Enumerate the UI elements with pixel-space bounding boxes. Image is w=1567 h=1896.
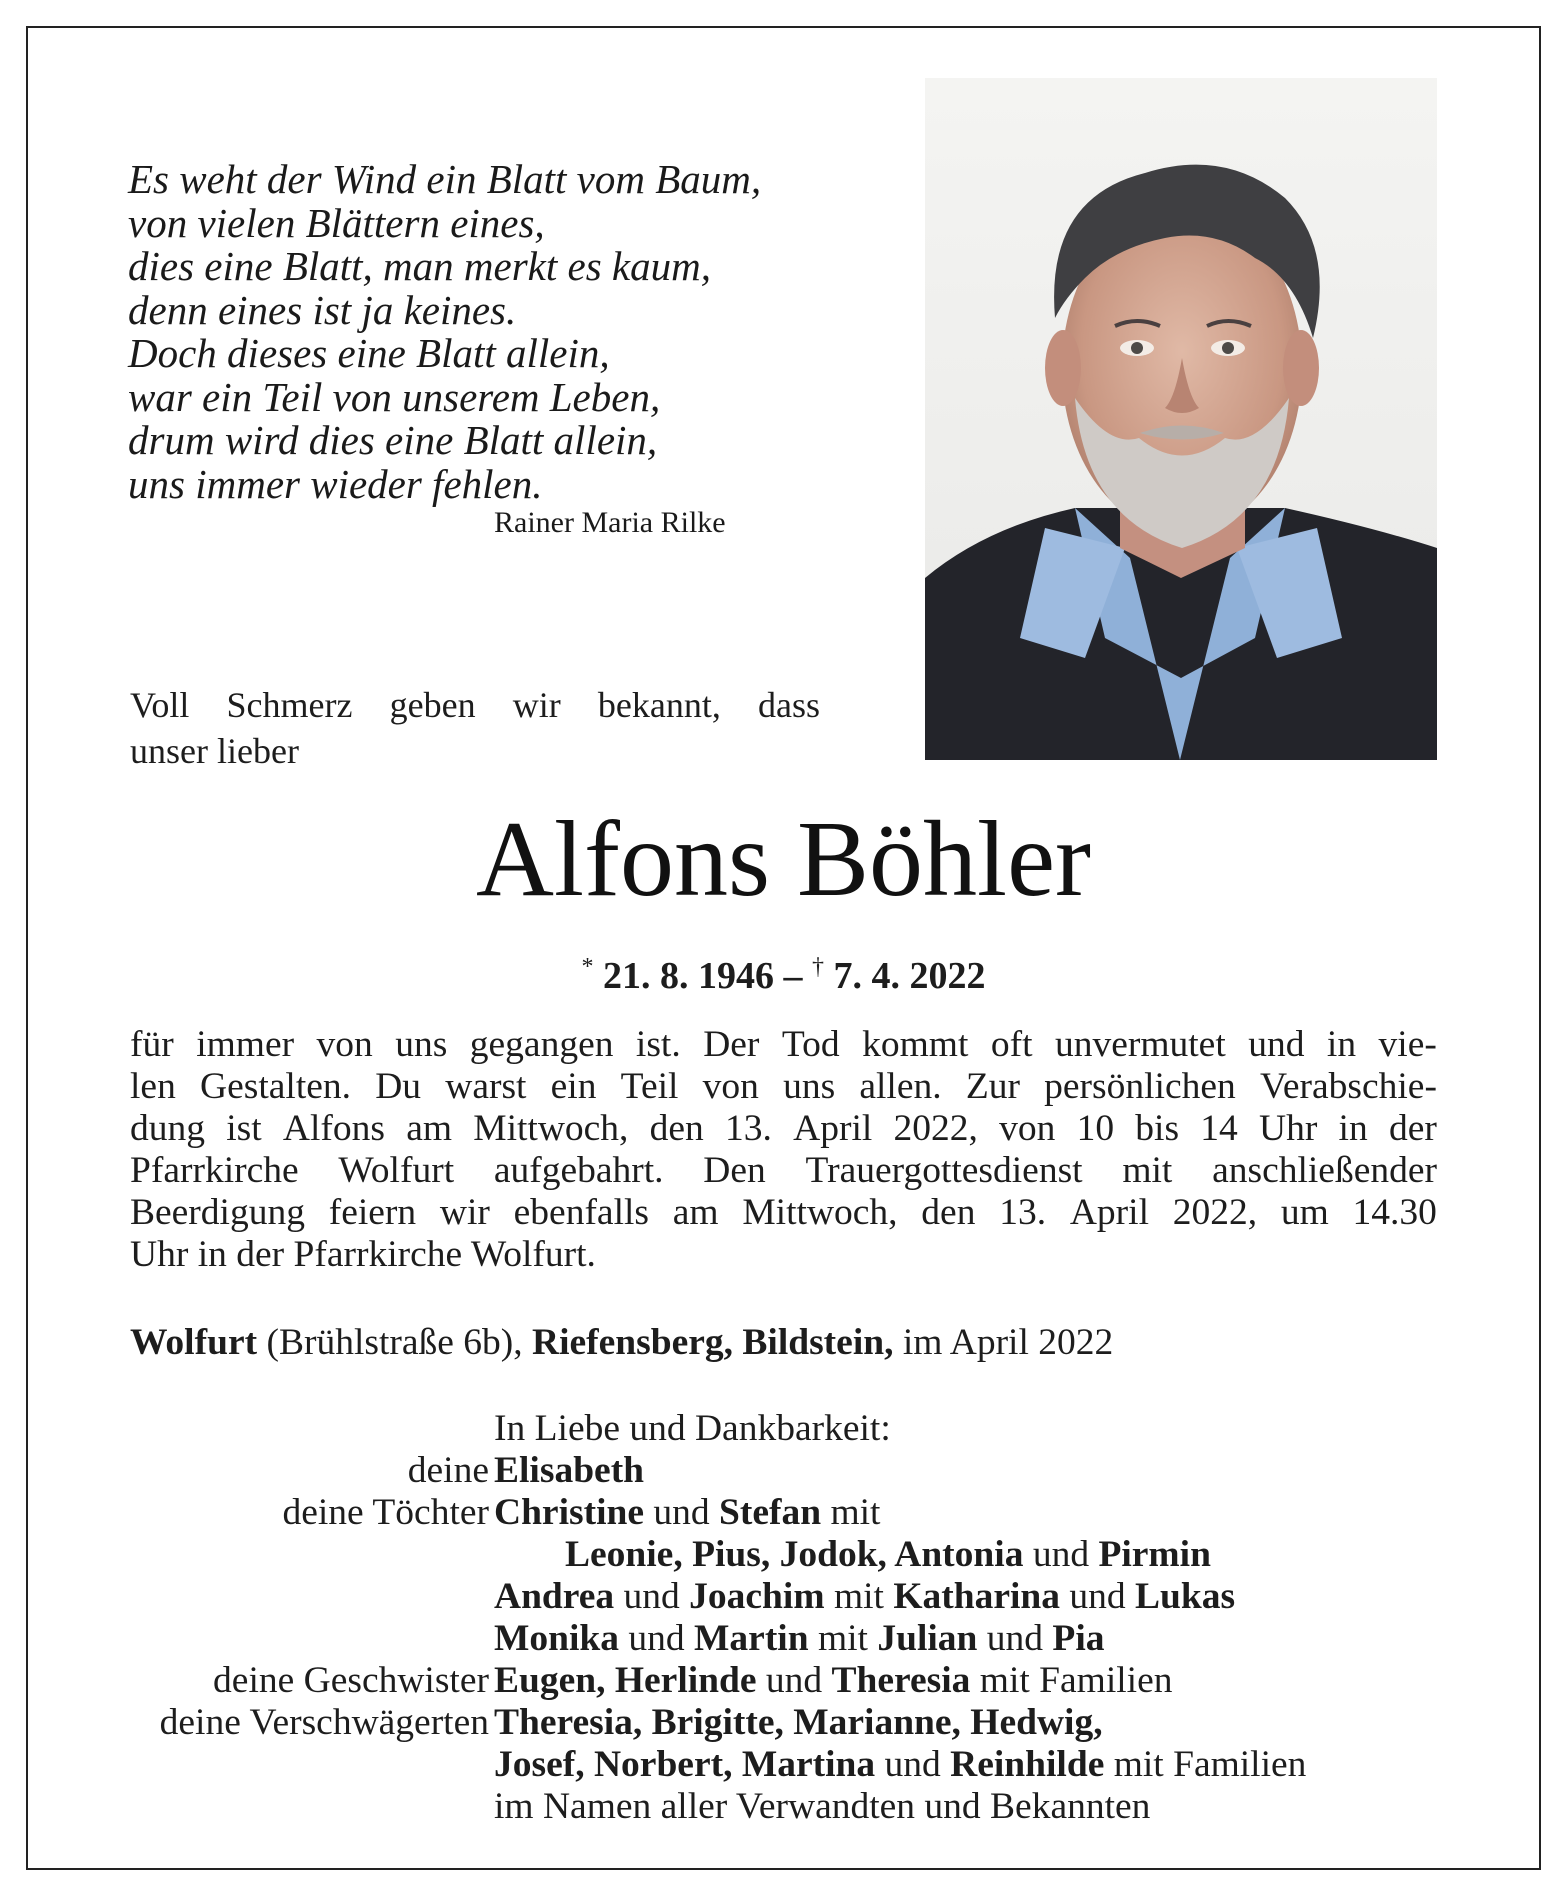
body-word: und [1248, 1024, 1305, 1065]
body-word: 2022, [893, 1108, 978, 1149]
body-word: für [130, 1024, 174, 1065]
poem-line: Doch dieses eine Blatt allein, [128, 330, 610, 376]
body-word: Uhr [1259, 1108, 1318, 1149]
body-word: aufgebahrt. [493, 1150, 664, 1191]
poem-line: drum wird dies eine Blatt allein, [128, 417, 658, 463]
body-word: 2022, [1172, 1192, 1258, 1233]
body-line [130, 1192, 1437, 1234]
poem-line: denn eines ist ja keines. [128, 286, 517, 333]
intro-word: geben [389, 685, 476, 725]
family-heading: In Liebe und Dankbarkeit: [494, 1408, 891, 1449]
family-row [0, 1450, 1567, 1492]
family-relation: deine Geschwister [213, 1660, 489, 1701]
body-word: Wolfurt [338, 1150, 455, 1191]
body-word: Alfons [282, 1108, 385, 1149]
poem-line: uns immer wieder fehlen. [128, 460, 543, 507]
body-line [130, 1066, 1437, 1108]
family-relation: deine Verschwägerten [159, 1702, 489, 1743]
body-word: der [1388, 1108, 1437, 1149]
family-names: Leonie, Pius, Jodok, Antonia und Pirmin [565, 1534, 1211, 1575]
family-row [0, 1660, 1567, 1702]
family-list [0, 1408, 1567, 1828]
poem-author: Rainer Maria Rilke [494, 506, 726, 539]
intro-line-1 [130, 682, 820, 728]
poem-line: war ein Teil von unserem Leben, [128, 373, 661, 420]
body-word: Gestalten. [200, 1066, 352, 1107]
poem [128, 158, 768, 506]
body-line-last: Uhr in der Pfarrkirche Wolfurt. [130, 1234, 596, 1275]
body-word: Tod [781, 1024, 840, 1065]
family-row [0, 1702, 1567, 1744]
body-word: Trauergottesdienst [805, 1150, 1083, 1191]
body-word: 14.30 [1352, 1192, 1437, 1233]
life-dates [0, 944, 1567, 999]
body-word: persönlichen [1044, 1066, 1236, 1107]
family-row [0, 1744, 1567, 1786]
body-word: allen. [859, 1066, 942, 1107]
place-towns: Riefensberg, Bildstein, [532, 1322, 894, 1363]
body-word: Den [703, 1150, 766, 1191]
body-word: Pfarrkirche [130, 1150, 299, 1191]
body-line [130, 1024, 1437, 1066]
family-row [0, 1576, 1567, 1618]
body-line [130, 1150, 1437, 1192]
family-row [0, 1492, 1567, 1534]
family-row [0, 1786, 1567, 1828]
body-word: Zur [965, 1066, 1020, 1107]
body-word: um [1280, 1192, 1329, 1233]
body-word: ist. [635, 1024, 681, 1065]
body-word: vie- [1378, 1024, 1437, 1065]
place-and-date [130, 1322, 1437, 1364]
body-word: kommt [862, 1024, 969, 1065]
family-heading-row [0, 1408, 1567, 1450]
body-word: am [672, 1192, 719, 1233]
body-word: April [793, 1108, 873, 1149]
body-word: feiern [328, 1192, 417, 1233]
body-line [130, 1108, 1437, 1150]
family-row [0, 1618, 1567, 1660]
birth-mark: * [581, 954, 594, 980]
body-word: 13. [999, 1192, 1047, 1233]
poem-line: Es weht der Wind ein Blatt vom Baum, [128, 156, 762, 202]
body-word: immer [196, 1024, 295, 1065]
place-date: im April 2022 [893, 1322, 1114, 1363]
body-word: len [130, 1066, 176, 1107]
family-names: Christine und Stefan mit [494, 1492, 881, 1533]
body-word: Beerdigung [130, 1192, 305, 1233]
family-names: Josef, Norbert, Martina und Reinhilde mit Familien [494, 1744, 1307, 1785]
birth-date: 21. 8. 1946 [603, 955, 774, 997]
death-mark: † [812, 954, 824, 980]
body-word: ist [226, 1108, 262, 1149]
body-word: von [999, 1108, 1056, 1149]
place-town: Wolfurt [130, 1322, 258, 1363]
body-word: ebenfalls [513, 1192, 650, 1233]
body-word: bis [1135, 1108, 1180, 1149]
body-word: in [1338, 1108, 1368, 1149]
body-word: Der [703, 1024, 760, 1065]
body-word: Teil [620, 1066, 679, 1107]
family-relation: deine [407, 1450, 489, 1491]
body-word: ein [550, 1066, 597, 1107]
body-word: 10 [1076, 1108, 1115, 1149]
place-address: (Brühlstraße 6b), [257, 1322, 533, 1363]
date-separator: – [774, 955, 812, 997]
body-word: uns [783, 1066, 836, 1107]
family-relation: deine Töchter [282, 1492, 489, 1533]
body-word: anschließender [1212, 1150, 1437, 1191]
body-word: in [1326, 1024, 1357, 1065]
body-word: 14 [1200, 1108, 1238, 1149]
family-names: Elisabeth [494, 1450, 645, 1491]
poem-line: von vielen Blättern eines, [128, 199, 545, 246]
body-word: wir [439, 1192, 490, 1233]
intro-line-2: unser lieber [130, 731, 299, 771]
body-word: von [316, 1024, 373, 1065]
body-word: unvermutet [1054, 1024, 1226, 1065]
body-word: Mittwoch, [742, 1192, 898, 1233]
body-word: gegangen [469, 1024, 614, 1065]
body-word: den [921, 1192, 976, 1233]
portrait-image [925, 78, 1437, 760]
body-word: von [702, 1066, 759, 1107]
intro-word: Schmerz [226, 685, 353, 725]
family-names: Theresia, Brigitte, Marianne, Hedwig, [494, 1702, 1103, 1743]
body-word: dung [130, 1108, 205, 1149]
body-word: am [406, 1108, 453, 1149]
death-date: 7. 4. 2022 [833, 955, 986, 997]
body-word: uns [395, 1024, 448, 1065]
intro-word: bekannt, [597, 685, 721, 725]
intro-word: wir [512, 685, 561, 725]
portrait-photo [925, 78, 1437, 760]
deceased-name: Alfons Böhler [476, 800, 1091, 919]
body-word: 13. [725, 1108, 772, 1149]
family-names: Monika und Martin mit Julian und Pia [494, 1618, 1105, 1659]
intro-text [130, 682, 820, 774]
body-word: mit [1122, 1150, 1173, 1191]
body-word: April [1069, 1192, 1149, 1233]
body-word: oft [990, 1024, 1033, 1065]
intro-word: Voll [130, 685, 190, 725]
body-word: Du [375, 1066, 422, 1107]
family-names: im Namen aller Verwandten und Bekannten [494, 1786, 1151, 1827]
body-word: den [649, 1108, 704, 1149]
family-names: Andrea und Joachim mit Katharina und Lukas [494, 1576, 1236, 1617]
announcement-text [130, 1024, 1437, 1276]
poem-line: dies eine Blatt, man merkt es kaum, [128, 243, 711, 289]
body-word: Mittwoch, [473, 1108, 629, 1149]
family-row [0, 1534, 1567, 1576]
body-word: Verabschie- [1259, 1066, 1437, 1107]
family-names: Eugen, Herlinde und Theresia mit Familien [494, 1660, 1173, 1701]
body-word: warst [445, 1066, 527, 1107]
intro-word: dass [757, 685, 820, 725]
